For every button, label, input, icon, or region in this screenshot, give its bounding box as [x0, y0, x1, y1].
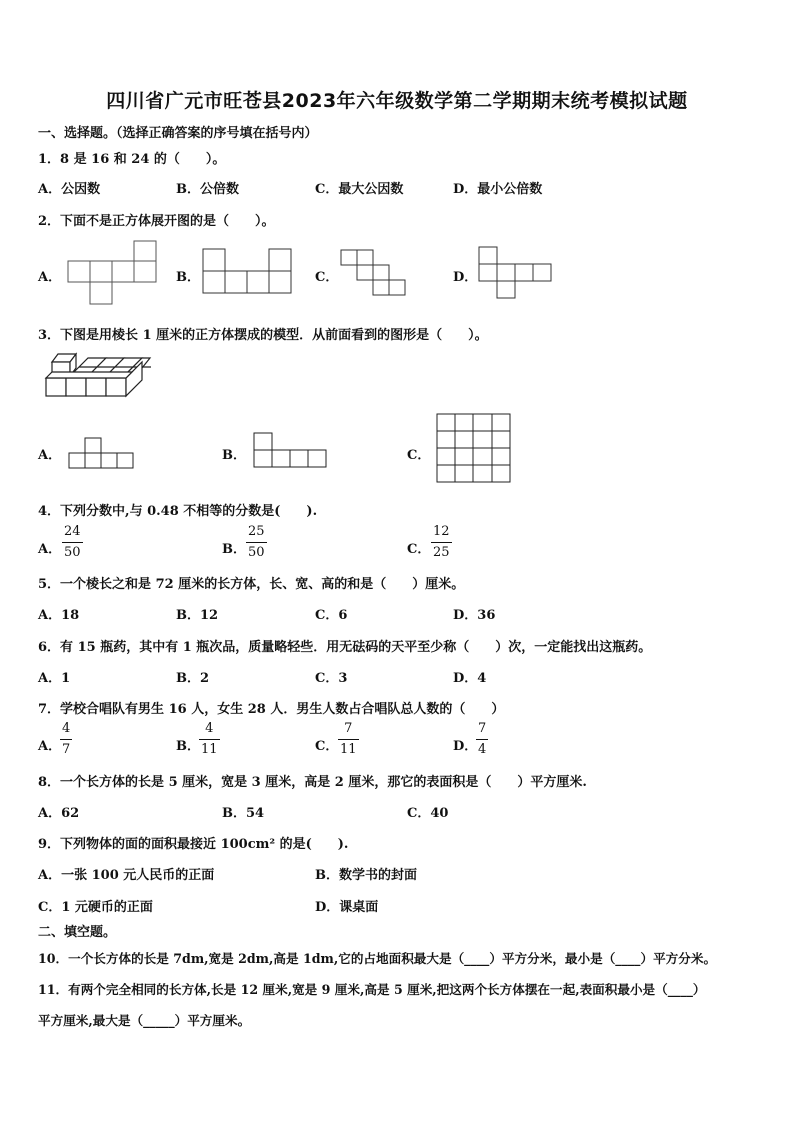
q4-fraction-c — [431, 524, 452, 561]
q9-option-c[interactable]: C．1 元硬币的正面 — [38, 900, 153, 915]
denominator: 11 — [201, 742, 218, 757]
numerator: 24 — [64, 524, 81, 539]
denominator: 7 — [62, 742, 71, 757]
q5-option-c[interactable]: C．6 — [315, 608, 348, 623]
q5-option-a[interactable]: A．18 — [38, 608, 80, 623]
q3-view-b-figure — [253, 432, 329, 470]
question-10[interactable]: 10．一个长方体的长是 7dm,宽是 2dm,高是 1dm,它的占地面积最大是（____）平方分米，最小是（____）平方分米。 — [38, 951, 717, 966]
q2-net-b-figure — [203, 248, 295, 296]
q5-option-b[interactable]: B．12 — [176, 608, 219, 623]
question-11-line2[interactable]: 平方厘米,最大是（_____）平方厘米。 — [38, 1013, 251, 1028]
question-4: 4．下列分数中,与 0.48 不相等的分数是( ). — [38, 504, 318, 519]
q7-option-d[interactable]: D． — [453, 739, 478, 754]
q7-fraction-a — [60, 721, 72, 758]
q6-option-c[interactable]: C．3 — [315, 671, 348, 686]
q2-net-a-figure — [68, 240, 158, 306]
q4-fraction-a — [62, 524, 83, 561]
q2-option-c[interactable]: C． — [315, 270, 339, 285]
denominator: 50 — [248, 545, 265, 560]
question-7: 7．学校合唱队有男生 16 人，女生 28 人．男生人数占合唱队总人数的（ ） — [38, 702, 505, 717]
numerator: 4 — [62, 721, 71, 736]
question-1: 1．8 是 16 和 24 的（ ）。 — [38, 152, 226, 167]
q9-option-b[interactable]: B．数学书的封面 — [315, 868, 417, 883]
question-11-line1[interactable]: 11．有两个完全相同的长方体,长是 12 厘米,宽是 9 厘米,高是 5 厘米,把这两个长方体摆在一起,表面积最小是（____） — [38, 982, 706, 997]
q3-option-c[interactable]: C． — [407, 448, 431, 463]
q7-fraction-b — [199, 721, 220, 758]
q9-option-d[interactable]: D．课桌面 — [315, 900, 379, 915]
q4-option-a[interactable]: A． — [38, 542, 62, 557]
q3-cube-model-figure — [44, 350, 154, 400]
question-6: 6．有 15 瓶药，其中有 1 瓶次品，质量略轻些．用无砝码的天平至少称（ ）次，一定能找出这瓶药。 — [38, 640, 652, 655]
numerator: 7 — [344, 721, 353, 736]
denominator: 25 — [433, 545, 450, 560]
page-title: 四川省广元市旺苍县2023年六年级数学第二学期期末统考模拟试题 — [106, 90, 688, 112]
denominator: 50 — [64, 545, 81, 560]
q3-option-a[interactable]: A． — [38, 448, 62, 463]
q7-option-b[interactable]: B． — [176, 739, 200, 754]
q2-option-b[interactable]: B． — [176, 270, 200, 285]
q8-option-b[interactable]: B．54 — [222, 806, 265, 821]
q3-view-a-figure — [68, 437, 134, 471]
q7-fraction-d — [476, 721, 488, 758]
numerator: 12 — [433, 524, 450, 539]
question-3: 3．下图是用棱长 1 厘米的正方体摆成的模型．从前面看到的图形是（ ）。 — [38, 328, 488, 343]
q2-net-d-figure — [478, 246, 552, 300]
question-5: 5．一个棱长之和是 72 厘米的长方体，长、宽、高的和是（ ）厘米。 — [38, 577, 465, 592]
q4-fraction-b — [246, 524, 267, 561]
q7-option-c[interactable]: C． — [315, 739, 339, 754]
q4-option-b[interactable]: B． — [222, 542, 246, 557]
q1-option-c[interactable]: C．最大公因数 — [315, 182, 404, 197]
q1-option-a[interactable]: A．公因数 — [38, 182, 101, 197]
numerator: 25 — [248, 524, 265, 539]
q9-option-a[interactable]: A．一张 100 元人民币的正面 — [38, 868, 215, 883]
q7-fraction-c — [338, 721, 359, 758]
numerator: 4 — [205, 721, 214, 736]
q3-option-b[interactable]: B． — [222, 448, 246, 463]
q6-option-d[interactable]: D．4 — [453, 671, 487, 686]
q6-option-b[interactable]: B．2 — [176, 671, 210, 686]
denominator: 4 — [478, 742, 487, 757]
q2-option-d[interactable]: D． — [453, 270, 478, 285]
q1-option-d[interactable]: D．最小公倍数 — [453, 182, 543, 197]
q1-option-b[interactable]: B．公倍数 — [176, 182, 239, 197]
question-8: 8．一个长方体的长是 5 厘米，宽是 3 厘米，高是 2 厘米，那它的表面积是（ ）平方厘米. — [38, 775, 587, 790]
section-fill-heading: 二、填空题。 — [38, 925, 117, 940]
q7-option-a[interactable]: A． — [38, 739, 62, 754]
q2-option-a[interactable]: A． — [38, 270, 62, 285]
question-2: 2．下面不是正方体展开图的是（ ）。 — [38, 214, 275, 229]
numerator: 7 — [478, 721, 487, 736]
question-9: 9．下列物体的面的面积最接近 100cm² 的是( ). — [38, 837, 349, 852]
q3-view-c-figure — [436, 413, 512, 485]
q2-net-c-figure — [340, 249, 406, 297]
q6-option-a[interactable]: A．1 — [38, 671, 71, 686]
q5-option-d[interactable]: D．36 — [453, 608, 496, 623]
q4-option-c[interactable]: C． — [407, 542, 431, 557]
denominator: 11 — [340, 742, 357, 757]
q8-option-a[interactable]: A．62 — [38, 806, 80, 821]
q8-option-c[interactable]: C．40 — [407, 806, 449, 821]
section-choice-heading: 一、选择题。（选择正确答案的序号填在括号内） — [38, 126, 318, 141]
